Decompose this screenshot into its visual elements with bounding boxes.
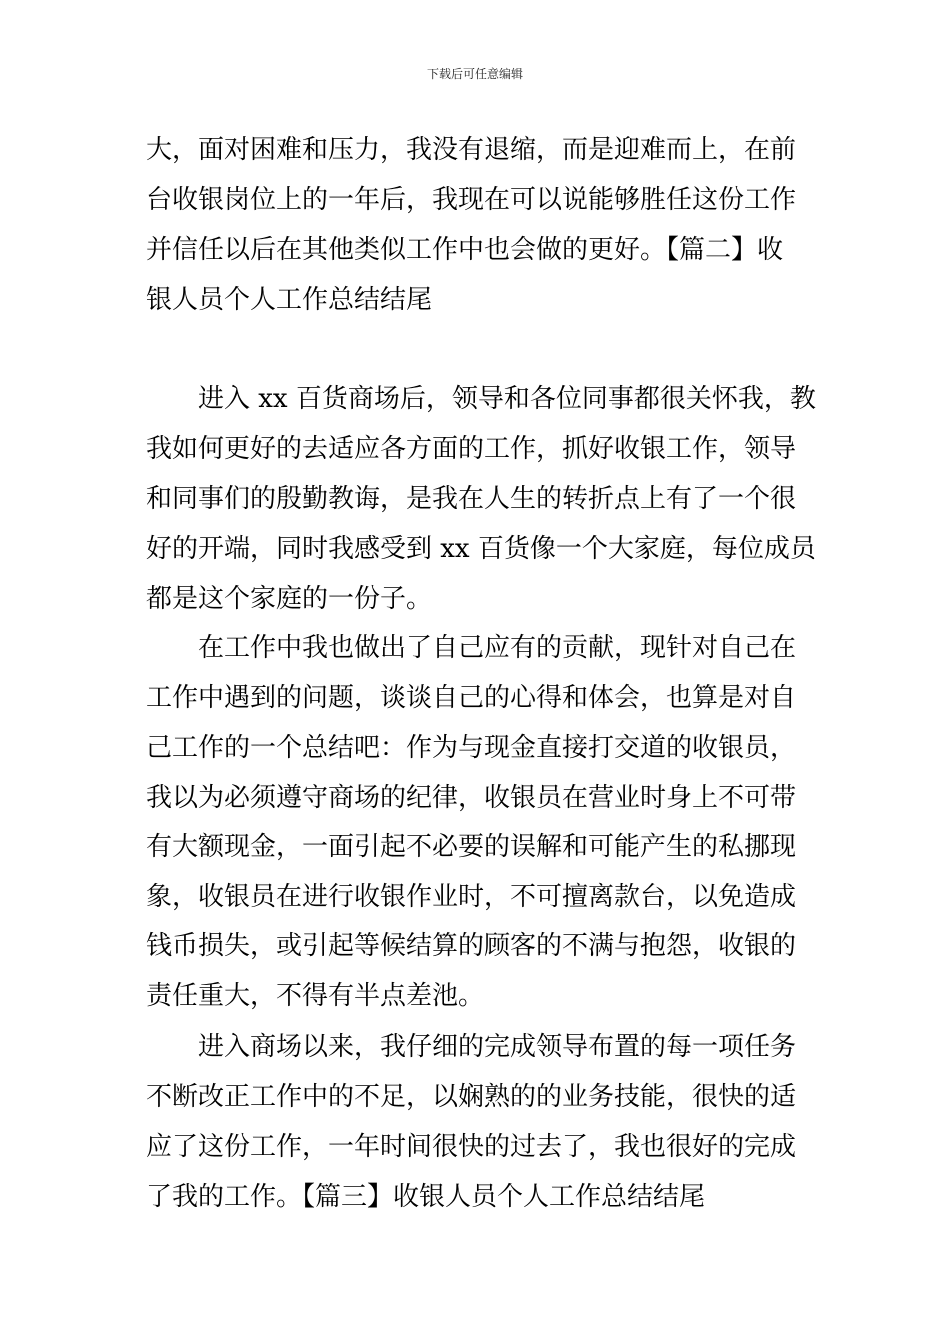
body-line: 钱币损失，或引起等候结算的顾客的不满与抱怨，收银的 [146, 931, 797, 961]
body-line: 进入 xx 百货商场后，领导和各位同事都很关怀我，教 [146, 384, 816, 414]
body-line: 我以为必须遵守商场的纪律，收银员在营业时身上不可带 [146, 783, 797, 813]
body-line: 大，面对困难和压力，我没有退缩，而是迎难而上，在前 [146, 135, 797, 165]
body-line: 银人员个人工作总结结尾 [146, 285, 433, 315]
body-line: 了我的工作。【篇三】收银人员个人工作总结结尾 [146, 1182, 706, 1212]
body-line: 己工作的一个总结吧：作为与现金直接打交道的收银员， [146, 733, 797, 763]
body-line: 不断改正工作中的不足，以娴熟的的业务技能，很快的适 [146, 1082, 797, 1112]
body-line: 工作中遇到的问题，谈谈自己的心得和体会，也算是对自 [146, 683, 797, 713]
body-line: 应了这份工作，一年时间很快的过去了，我也很好的完成 [146, 1132, 797, 1162]
body-line: 在工作中我也做出了自己应有的贡献，现针对自己在 [146, 633, 797, 663]
body-line: 都是这个家庭的一份子。 [146, 584, 433, 614]
body-line: 好的开端，同时我感受到 xx 百货像一个大家庭，每位成员 [146, 534, 816, 564]
page-header-note: 下载后可任意编辑 [426, 67, 523, 81]
body-line: 台收银岗位上的一年后，我现在可以说能够胜任这份工作 [146, 185, 797, 215]
body-line: 和同事们的殷勤教诲，是我在人生的转折点上有了一个很 [146, 484, 797, 514]
body-line: 并信任以后在其他类似工作中也会做的更好。【篇二】收 [146, 235, 784, 265]
body-line: 进入商场以来，我仔细的完成领导布置的每一项任务 [146, 1032, 797, 1062]
body-line: 责任重大，不得有半点差池。 [146, 981, 485, 1011]
body-line: 我如何更好的去适应各方面的工作，抓好收银工作，领导 [146, 434, 797, 464]
body-line: 有大额现金，一面引起不必要的误解和可能产生的私挪现 [146, 832, 797, 862]
body-line: 象，收银员在进行收银作业时，不可擅离款台，以免造成 [146, 882, 797, 912]
